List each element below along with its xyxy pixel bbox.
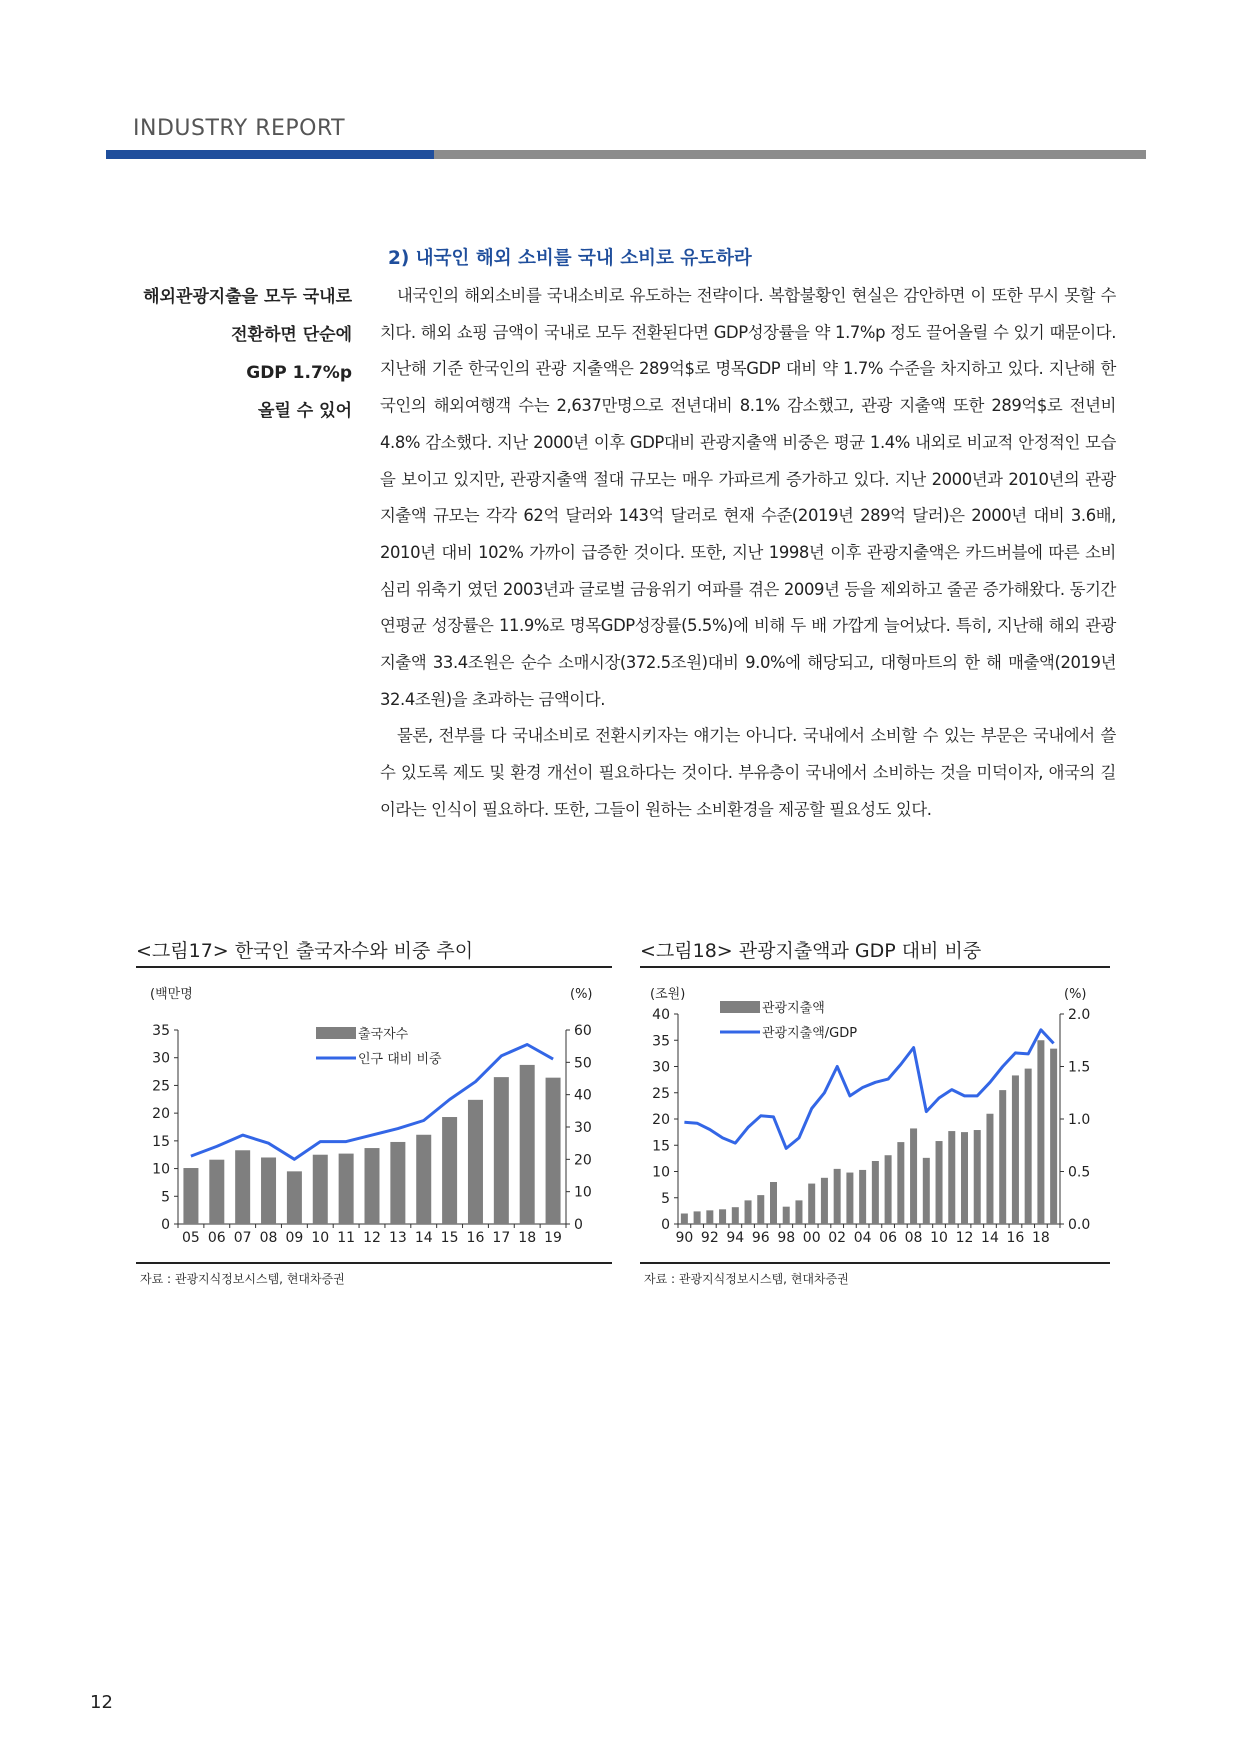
- left-axis-unit: (백만명: [150, 987, 193, 1002]
- legend-bar-label: 출국자수: [358, 1027, 409, 1042]
- figure-18-source: 자료 : 관광지식정보시스템, 현대차증권: [644, 1272, 849, 1286]
- left-tick-label: 5: [161, 1189, 170, 1206]
- right-tick-label: 40: [574, 1087, 592, 1104]
- bar: [732, 1207, 739, 1224]
- x-tick-label: 05: [182, 1230, 200, 1246]
- x-tick-label: 07: [233, 1230, 252, 1246]
- x-tick-label: 18: [1031, 1230, 1050, 1246]
- bar: [999, 1090, 1006, 1224]
- x-tick-label: 00: [802, 1230, 821, 1246]
- x-tick-label: 04: [853, 1230, 872, 1246]
- x-tick-label: 17: [492, 1230, 511, 1246]
- bar: [1050, 1049, 1057, 1224]
- bar: [961, 1132, 968, 1224]
- bar: [520, 1065, 535, 1224]
- right-tick-label: 1.0: [1068, 1112, 1091, 1128]
- bar: [936, 1141, 943, 1224]
- right-tick-label: 10: [574, 1184, 592, 1201]
- legend-bar-swatch: [720, 1001, 760, 1013]
- bar: [745, 1200, 752, 1224]
- left-tick-label: 30: [652, 1059, 670, 1076]
- bar: [287, 1171, 302, 1224]
- x-tick-label: 11: [337, 1230, 356, 1246]
- bar: [313, 1155, 328, 1224]
- right-tick-label: 30: [574, 1120, 592, 1136]
- bar: [494, 1077, 509, 1224]
- series-line: [684, 1030, 1053, 1149]
- right-axis-unit: (%): [1064, 987, 1087, 1002]
- bar: [261, 1157, 276, 1224]
- bar: [468, 1100, 483, 1224]
- x-tick-label: 16: [1006, 1230, 1025, 1246]
- x-tick-label: 13: [388, 1230, 407, 1246]
- bar: [821, 1178, 828, 1224]
- left-axis-unit: (조원): [650, 987, 686, 1002]
- header-divider-bar: [434, 150, 1146, 159]
- bar: [897, 1142, 904, 1224]
- bar: [390, 1142, 405, 1224]
- report-header-title: INDUSTRY REPORT: [133, 116, 346, 141]
- body-paragraph: 물론, 전부를 다 국내소비로 전환시키자는 얘기는 아니다. 국내에서 소비할 수 있는 부문은 국내에서 쓸 수 있도록 제도 및 환경 개선이 필요하다는 것이다. 부유층이 국내에서 소비하는 것을 미덕이자, 애국의 길이라는 인식이 필요하다. 또한, 그들이 원하는 소비환경을 제공할 필요성도 있다.: [380, 726, 1116, 819]
- right-tick-label: 20: [574, 1152, 592, 1169]
- bar: [183, 1168, 198, 1224]
- x-tick-label: 15: [440, 1230, 459, 1246]
- sidebar-line: 전환하면 단순에: [231, 325, 352, 345]
- figure-18-chart: [640, 968, 1110, 1258]
- figure-17-bottom-rule: [136, 1262, 612, 1264]
- right-tick-label: 0.0: [1068, 1217, 1091, 1233]
- bar: [681, 1214, 688, 1225]
- x-tick-label: 90: [675, 1230, 694, 1246]
- right-tick-label: 50: [574, 1055, 592, 1072]
- x-tick-label: 14: [981, 1230, 999, 1246]
- bar: [834, 1169, 841, 1224]
- right-axis-unit: (%): [570, 987, 593, 1002]
- left-tick-label: 25: [152, 1078, 170, 1095]
- x-tick-label: 10: [930, 1230, 948, 1246]
- legend-line-label: 인구 대비 비중: [358, 1052, 442, 1067]
- bar: [846, 1173, 853, 1224]
- figure-17-source: 자료 : 관광지식정보시스템, 현대차증권: [140, 1272, 345, 1286]
- bar: [974, 1130, 981, 1224]
- left-tick-label: 25: [652, 1085, 670, 1102]
- header-accent-bar: [106, 150, 434, 159]
- bar: [235, 1150, 250, 1224]
- x-tick-label: 14: [414, 1230, 433, 1246]
- x-tick-label: 19: [544, 1230, 562, 1246]
- x-tick-label: 12: [363, 1230, 381, 1246]
- x-tick-label: 09: [285, 1230, 304, 1246]
- x-tick-label: 92: [700, 1230, 719, 1246]
- right-tick-label: 0: [574, 1217, 583, 1233]
- page-number: 12: [90, 1692, 113, 1713]
- figure-17-title: <그림17> 한국인 출국자수와 비중 추이: [136, 940, 474, 962]
- left-tick-label: 35: [152, 1023, 170, 1039]
- bar: [770, 1182, 777, 1224]
- bar: [910, 1128, 917, 1224]
- bar: [442, 1117, 457, 1224]
- x-tick-label: 06: [879, 1230, 898, 1246]
- bar: [757, 1195, 764, 1224]
- left-tick-label: 20: [652, 1112, 670, 1128]
- x-tick-label: 94: [726, 1230, 745, 1246]
- left-tick-label: 35: [652, 1033, 670, 1050]
- x-tick-label: 02: [828, 1230, 847, 1246]
- bar: [1025, 1069, 1032, 1224]
- x-tick-label: 06: [207, 1230, 226, 1246]
- bar: [706, 1210, 713, 1224]
- left-tick-label: 10: [652, 1164, 670, 1181]
- x-tick-label: 08: [904, 1230, 923, 1246]
- bar: [339, 1154, 354, 1224]
- x-tick-label: 18: [518, 1230, 537, 1246]
- body-paragraph: 내국인의 해외소비를 국내소비로 유도하는 전략이다. 복합불황인 현실은 감안하면 이 또한 무시 못할 수치다. 해외 쇼핑 금액이 국내로 모두 전환된다면 GDP성장률을 약 1.7%p 정도 끌어올릴 수 있기 때문이다. 지난해 기준 한국인의 관광 지출액은 289억$로 명목GDP 대비 약 1.7% 수준을 차지하고 있다. 지난해 한국인의 해외여행객 수는 2,637만명으로 전년대비 8.1% 감소했고, 관광 지출액 또한 289억$로 전년비 4.8% 감소했다. 지난 2000년 이후 GDP대비 관광지출액 비중은 평균 1.4% 내외로 비교적 안정적인 모습을 보이고 있지만, 관광지출액 절대 규모는 매우 가파르게 증가하고 있다. 지난 2000년과 2010년의 관광지출액 규모는 각각 62억 달러와 143억 달러로 현재 수준(2019년 289억 달러)은 2000년 대비 3.6배, 2010년 대비 102% 가까이 급증한 것이다. 또한, 지난 1998년 이후 관광지출액은 카드버블에 따른 소비심리 위축기 였던 2003년과 글로벌 금융위기 여파를 겪은 2009년 등을 제외하고 줄곧 증가해왔다. 동기간 연평균 성장률은 11.9%로 명목GDP성장률(5.5%)에 비해 두 배 가깝게 늘어났다. 특히, 지난해 해외 관광지출액 33.4조원은 순수 소매시장(372.5조원)대비 9.0%에 해당되고, 대형마트의 한 해 매출액(2019년 32.4조원)을 초과하는 금액이다.: [380, 286, 1116, 709]
- left-tick-label: 30: [152, 1050, 170, 1067]
- left-tick-label: 15: [652, 1138, 670, 1155]
- bar: [948, 1131, 955, 1224]
- sidebar-line: GDP 1.7%p: [246, 363, 352, 383]
- bar: [365, 1148, 380, 1224]
- bar: [872, 1161, 879, 1224]
- bar: [986, 1114, 993, 1224]
- left-tick-label: 10: [152, 1161, 170, 1178]
- bar: [885, 1155, 892, 1224]
- figure-18-title: <그림18> 관광지출액과 GDP 대비 비중: [640, 940, 982, 962]
- x-tick-label: 10: [311, 1230, 330, 1246]
- bar: [1012, 1075, 1019, 1224]
- left-tick-label: 0: [661, 1217, 670, 1233]
- bar: [1037, 1040, 1044, 1224]
- right-tick-label: 60: [574, 1023, 592, 1039]
- bar: [859, 1170, 866, 1224]
- bar: [209, 1160, 224, 1224]
- left-tick-label: 15: [152, 1133, 170, 1150]
- x-tick-label: 08: [259, 1230, 278, 1246]
- right-tick-label: 2.0: [1068, 1007, 1091, 1023]
- bar: [795, 1200, 802, 1224]
- right-tick-label: 0.5: [1068, 1164, 1091, 1181]
- body-text: [380, 278, 1116, 829]
- left-tick-label: 20: [152, 1106, 170, 1123]
- bar: [719, 1209, 726, 1224]
- bar: [923, 1158, 930, 1224]
- sidebar-line: 올릴 수 있어: [258, 401, 352, 421]
- left-tick-label: 40: [652, 1007, 670, 1023]
- right-tick-label: 1.5: [1068, 1059, 1091, 1076]
- x-tick-label: 96: [751, 1230, 770, 1246]
- figure-17-chart: [136, 968, 612, 1258]
- x-tick-label: 16: [466, 1230, 485, 1246]
- figure-18-bottom-rule: [640, 1262, 1110, 1264]
- x-tick-label: 12: [955, 1230, 974, 1246]
- sidebar-line: 해외관광지출을 모두 국내로: [143, 287, 352, 307]
- left-tick-label: 0: [161, 1217, 170, 1233]
- sidebar-summary: [100, 278, 352, 430]
- legend-bar-swatch: [316, 1027, 356, 1039]
- section-heading: 2) 내국인 해외 소비를 국내 소비로 유도하라: [388, 248, 752, 269]
- legend-line-label: 관광지출액/GDP: [762, 1026, 858, 1041]
- bar: [808, 1184, 815, 1224]
- bar: [546, 1078, 561, 1224]
- x-tick-label: 98: [777, 1230, 796, 1246]
- bar: [694, 1211, 701, 1224]
- left-tick-label: 5: [661, 1190, 670, 1207]
- legend-bar-label: 관광지출액: [762, 1001, 825, 1016]
- bar: [416, 1135, 431, 1224]
- bar: [783, 1207, 790, 1224]
